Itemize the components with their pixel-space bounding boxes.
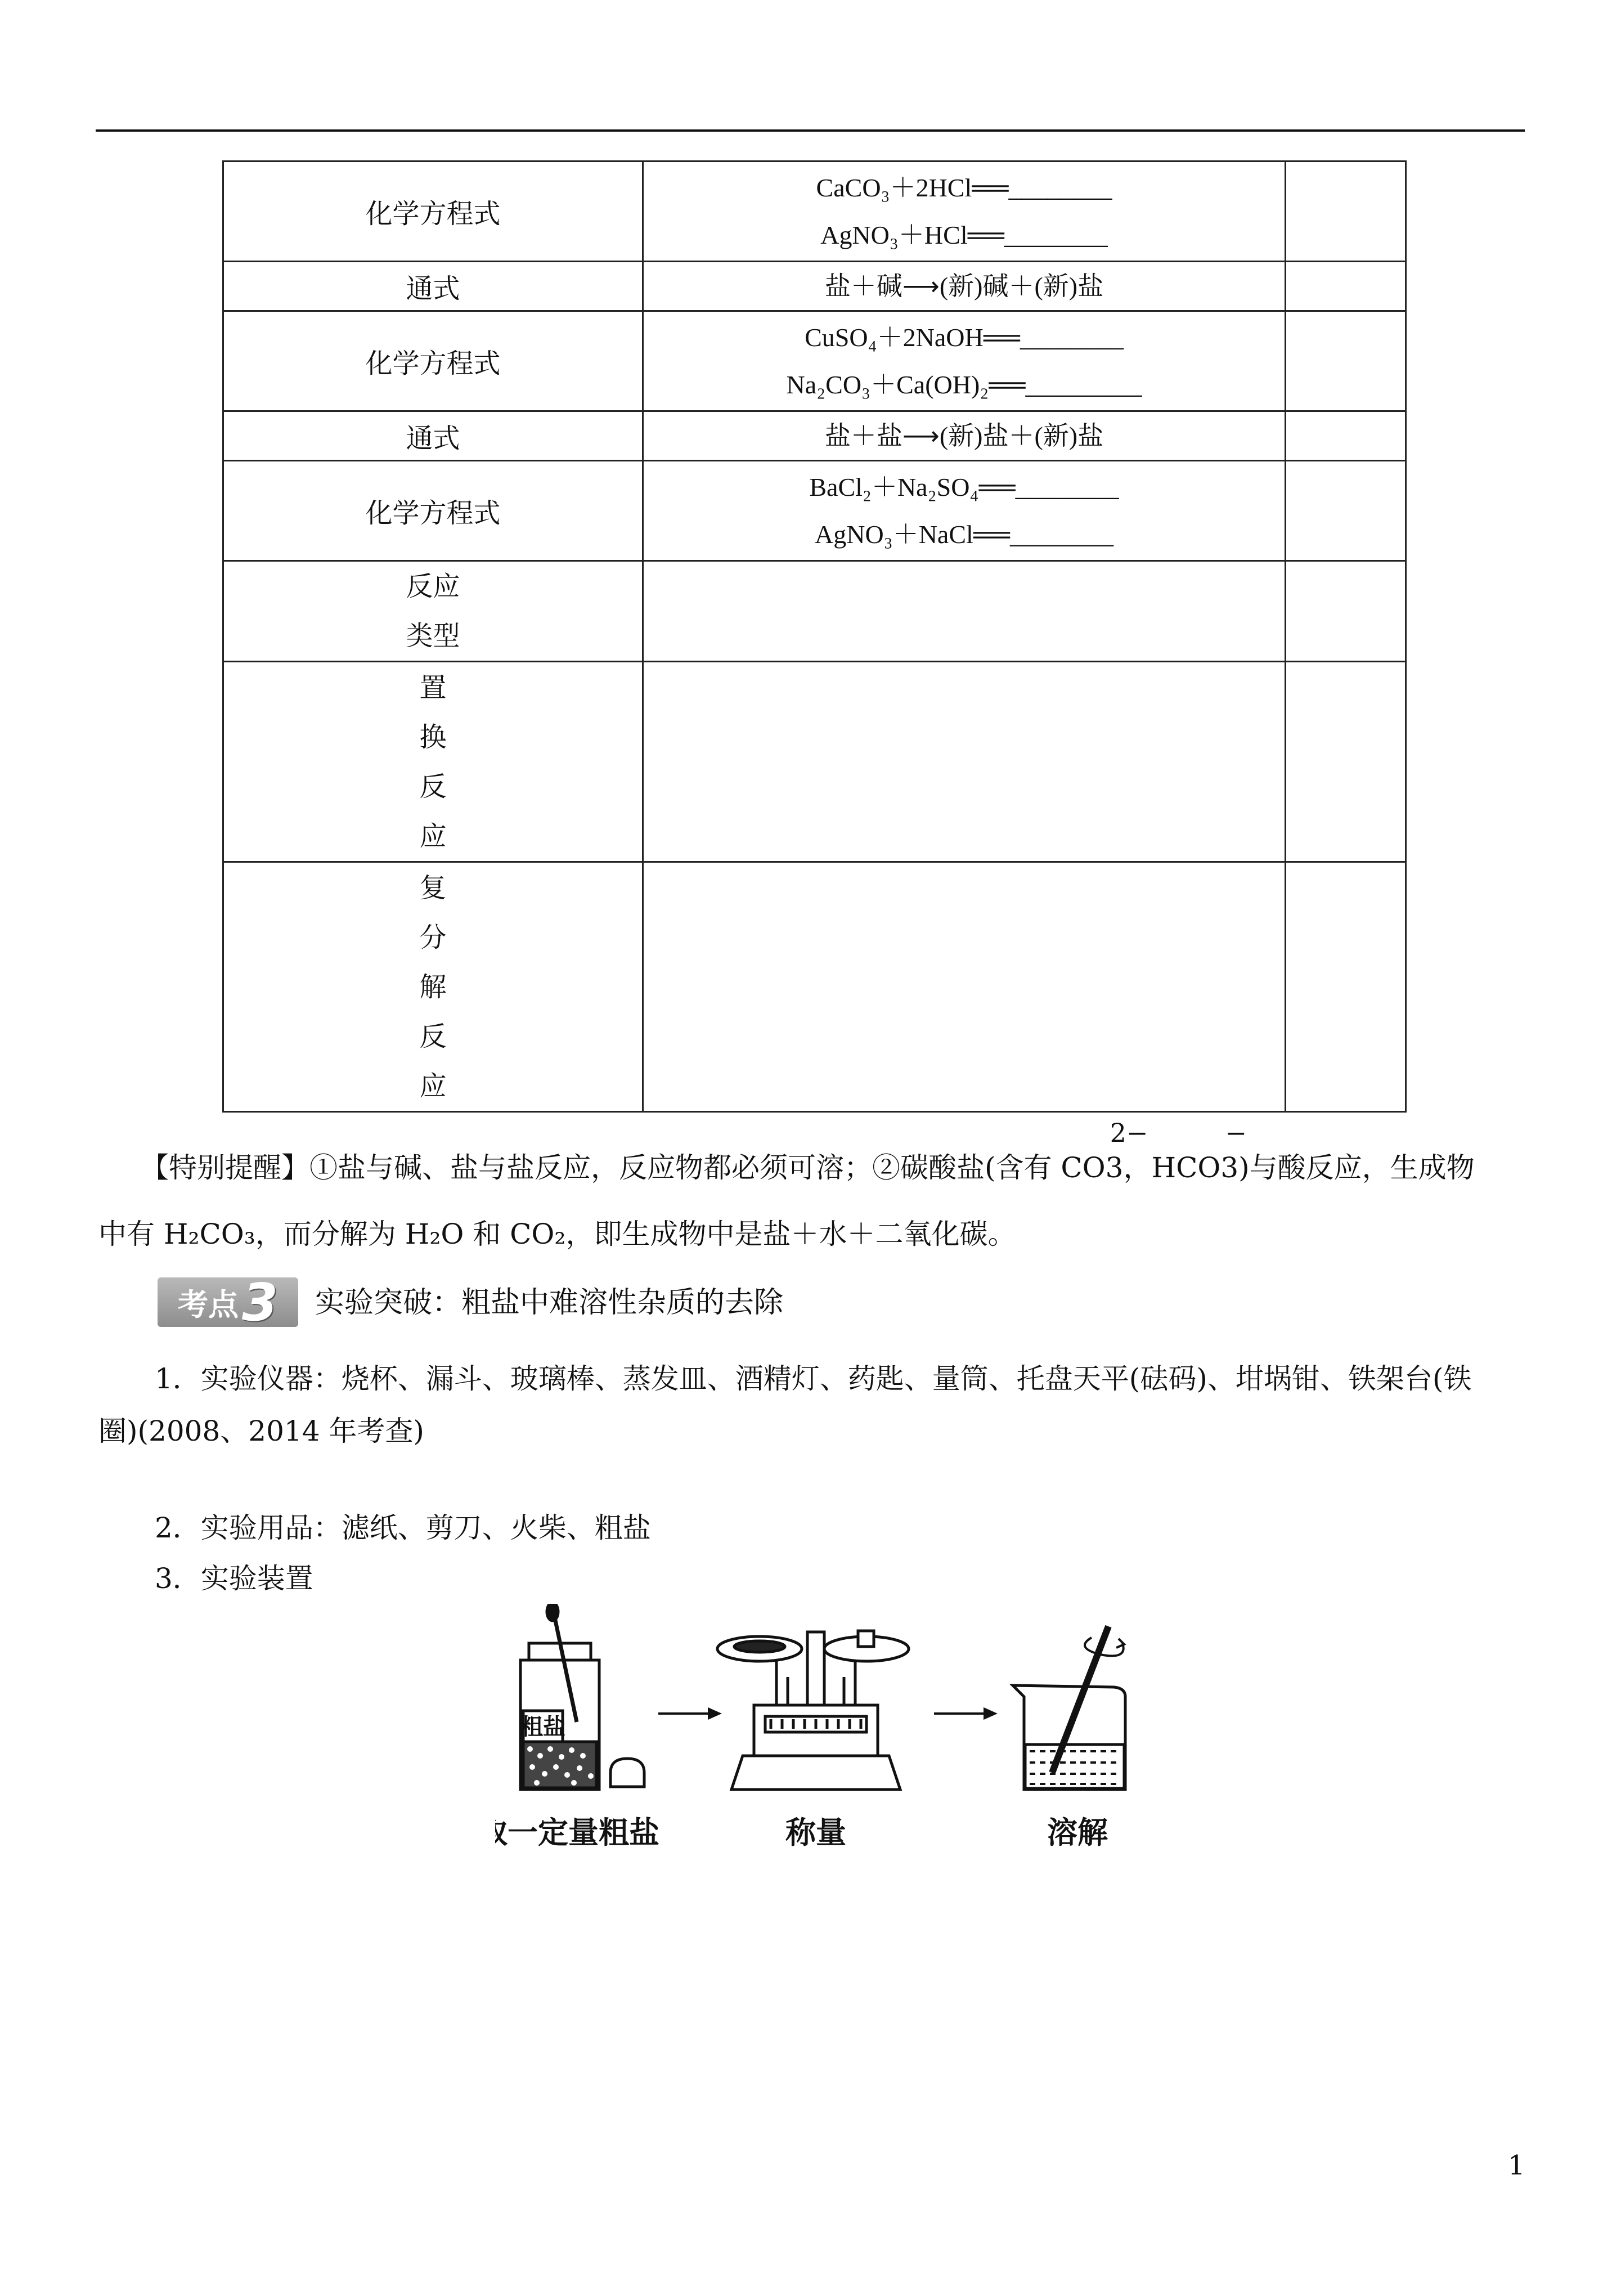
equation-cell xyxy=(643,162,1286,262)
row-label: 化学方程式 xyxy=(223,311,643,411)
row-label: 通式 xyxy=(223,262,643,311)
arrow-right-icon xyxy=(658,1709,719,1718)
page-number: 1 xyxy=(1508,2150,1525,2181)
label-char: 应 xyxy=(419,1070,447,1102)
apparatus-drawing xyxy=(495,1604,1227,1863)
equation-line: 盐＋碱⟶(新)碱＋(新)盐 xyxy=(824,271,1104,301)
label-char: 解 xyxy=(419,971,447,1003)
equation-line: BaCl₂＋Na₂SO₄══________ xyxy=(809,472,1119,501)
general-formula xyxy=(643,262,1286,311)
equation-line: 盐＋盐⟶(新)盐＋(新)盐 xyxy=(824,421,1104,450)
experiment-figure xyxy=(495,1604,1227,1863)
arrow-right-icon xyxy=(934,1709,995,1718)
special-note-line2: 中有 H₂CO₃，而分解为 H₂O 和 CO₂，即生成物中是盐＋水＋二氧化碳。 xyxy=(98,1218,1016,1250)
item-1-line-1: 1．实验仪器：烧杯、漏斗、玻璃棒、蒸发皿、酒精灯、药匙、量筒、托盘天平(砝码)、坩埚钳、铁架台(铁 xyxy=(155,1362,1472,1395)
blank-cell xyxy=(1286,461,1406,561)
blank-cell xyxy=(643,662,1286,862)
ion-subscript: 3 xyxy=(1105,1151,1124,1184)
ion-subscript: 3 xyxy=(1220,1151,1239,1184)
badge-number: 3 xyxy=(241,1272,278,1333)
note-text: )与酸反应，生成物 xyxy=(1238,1151,1475,1184)
section-badge xyxy=(158,1272,298,1333)
equation-line: CuSO₄＋2NaOH══________ xyxy=(805,322,1124,352)
blank-cell xyxy=(1286,311,1406,411)
replacement-label xyxy=(223,662,643,862)
blank-cell xyxy=(1286,662,1406,862)
blank-cell xyxy=(1286,862,1406,1112)
item-3: 3．实验装置 xyxy=(155,1562,313,1595)
blank-cell xyxy=(1286,162,1406,262)
table-row xyxy=(223,311,1406,411)
note-text: 【特别提醒】①盐与碱、盐与盐反应，反应物都必须可溶；②碳酸盐(含有 CO xyxy=(141,1151,1106,1184)
label-char: 反 xyxy=(419,770,447,802)
caption-take-salt: 取一定量粗盐 xyxy=(495,1815,659,1850)
row-label: 化学方程式 xyxy=(223,162,643,262)
label-char: 类型 xyxy=(406,620,460,652)
row-label: 化学方程式 xyxy=(223,461,643,561)
label-char: 应 xyxy=(419,820,447,852)
equation-cell xyxy=(643,311,1286,411)
blank-cell xyxy=(1286,561,1406,662)
equation-cell xyxy=(643,461,1286,561)
label-char: 反 xyxy=(419,1020,447,1052)
section-title: 实验突破：粗盐中难溶性杂质的去除 xyxy=(315,1286,784,1320)
table-row xyxy=(223,162,1406,262)
special-note xyxy=(141,1118,1530,1187)
label-char: 换 xyxy=(419,721,447,753)
table-row xyxy=(223,662,1406,862)
item-1-line-2: 圈)(2008、2014 年考查) xyxy=(98,1415,424,1447)
equation-line: AgNO₃＋NaCl══________ xyxy=(815,519,1113,549)
blank-cell xyxy=(1286,411,1406,461)
beaker-icon xyxy=(1013,1626,1125,1790)
reaction-type-label xyxy=(223,561,643,662)
blank-cell xyxy=(643,561,1286,662)
label-char: 置 xyxy=(419,671,447,703)
caption-weigh: 称量 xyxy=(785,1815,846,1850)
label-char: 分 xyxy=(419,921,447,953)
blank-cell xyxy=(1286,262,1406,311)
table-row xyxy=(223,561,1406,662)
salt-jar-icon xyxy=(520,1604,644,1790)
caption-dissolve: 溶解 xyxy=(1047,1815,1108,1850)
equation-line: CaCO₃＋2HCl══________ xyxy=(816,173,1112,202)
table-row xyxy=(223,262,1406,311)
header-rule xyxy=(96,129,1525,132)
equation-line: AgNO₃＋HCl══________ xyxy=(820,220,1108,249)
badge-text: 考点 xyxy=(177,1286,239,1322)
table-row xyxy=(223,461,1406,561)
reaction-table xyxy=(222,160,1407,1113)
carbonate-ion xyxy=(1105,1118,1148,1187)
double-decomposition-label xyxy=(223,862,643,1112)
balance-icon xyxy=(717,1631,909,1790)
label-char: 反应 xyxy=(406,571,460,602)
jar-label: 粗盐 xyxy=(520,1714,565,1740)
note-text: ，HCO xyxy=(1123,1151,1221,1184)
general-formula xyxy=(643,411,1286,461)
equation-line: Na₂CO₃＋Ca(OH)₂══_________ xyxy=(786,370,1142,399)
ion-charge: − xyxy=(1225,1118,1247,1148)
row-label: 通式 xyxy=(223,411,643,461)
blank-cell xyxy=(643,862,1286,1112)
label-char: 复 xyxy=(419,872,447,904)
bicarbonate-ion xyxy=(1220,1118,1247,1187)
table-row xyxy=(223,862,1406,1112)
ion-charge: 2− xyxy=(1110,1118,1148,1148)
item-2: 2．实验用品：滤纸、剪刀、火柴、粗盐 xyxy=(155,1512,651,1544)
table-row xyxy=(223,411,1406,461)
